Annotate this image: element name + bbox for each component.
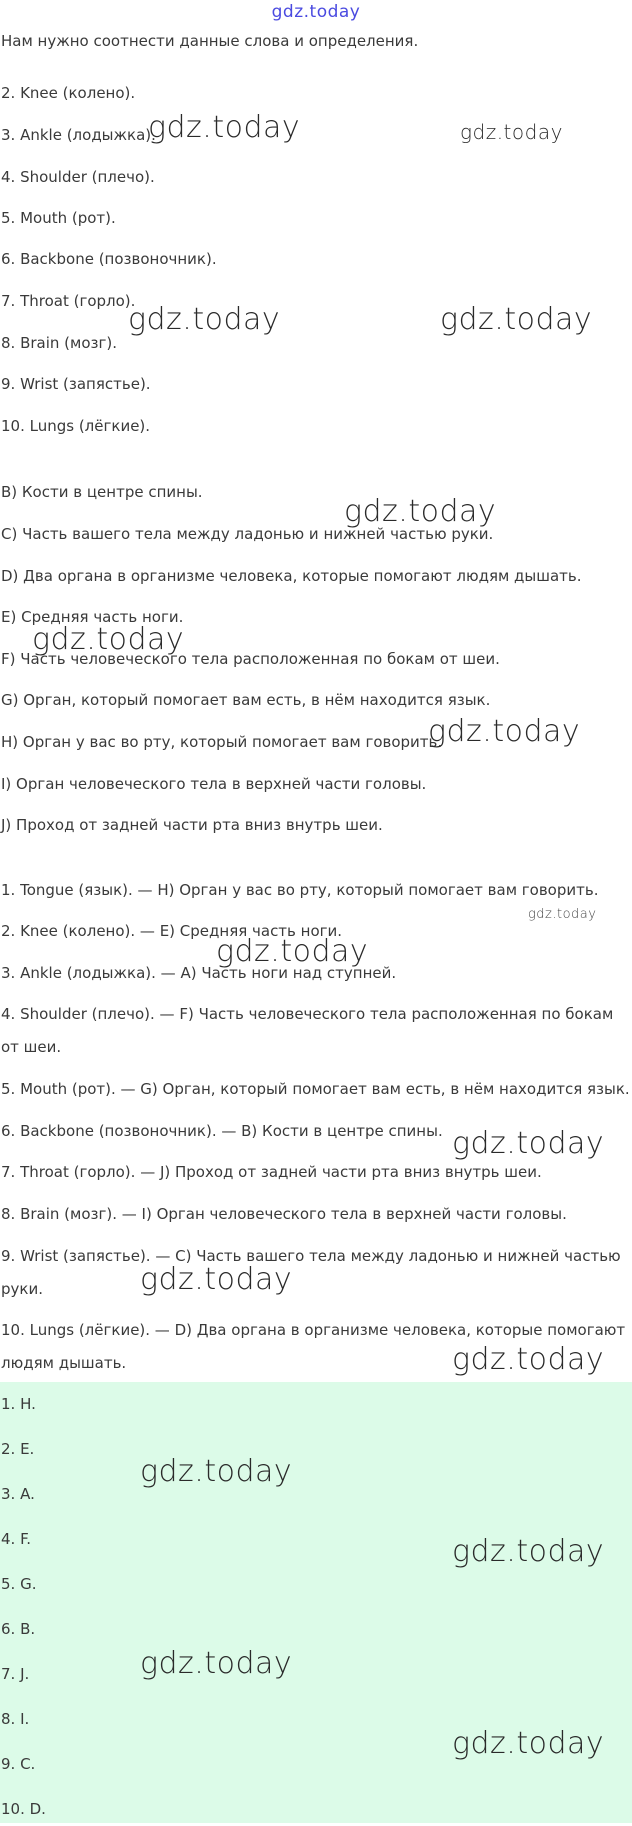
definition-item: E) Средняя часть ноги. [1,608,184,626]
definition-item: D) Два органа в организме человека, которые помогают людям дышать. [1,567,582,585]
match-item: 3. Ankle (лодыжка). — A) Часть ноги над ступней. [1,964,397,982]
watermark: gdz.today [140,1646,293,1681]
match-item: 7. Throat (горло). — J) Проход от задней части рта вниз внутрь шеи. [1,1163,542,1181]
watermark: gdz.today [344,494,497,529]
match-item: 1. Tongue (язык). — H) Орган у вас во рту, который помогает вам говорить. [1,881,599,899]
watermark: gdz.today [452,1726,605,1761]
match-item: 2. Knee (колено). — E) Средняя часть ноги. [1,922,343,940]
answer-item: 7. J. [1,1665,30,1683]
answer-item: 2. E. [1,1440,35,1458]
answer-item: 6. B. [1,1620,36,1638]
match-item: 5. Mouth (рот). — G) Орган, который помогает вам есть, в нём находится язык. [1,1080,630,1098]
watermark: gdz.today [528,907,597,922]
match-item: 8. Brain (мозг). — I) Орган человеческого тела в верхней части головы. [1,1205,567,1223]
word-item: 9. Wrist (запястье). [1,375,151,393]
match-item: 9. Wrist (запястье). — C) Часть вашего тела между ладонью и нижней частью руки. [1,1247,621,1298]
definition-item: C) Часть вашего тела между ладонью и нижней частью руки. [1,525,494,543]
watermark: gdz.today [32,622,185,657]
answer-item: 10. D. [1,1800,46,1818]
site-logo[interactable]: gdz.today [271,2,361,22]
watermark: gdz.today [148,110,301,145]
watermark: gdz.today [452,1534,605,1569]
watermark: gdz.today [452,1342,605,1377]
word-item: 5. Mouth (рот). [1,209,116,227]
answer-item: 5. G. [1,1575,37,1593]
watermark: gdz.today [140,1262,293,1297]
word-item: 10. Lungs (лёгкие). [1,417,151,435]
watermark: gdz.today [128,302,281,337]
watermark: gdz.today [440,302,593,337]
word-item: 3. Ankle (лодыжка). [1,126,156,144]
definition-item: I) Орган человеческого тела в верхней части головы. [1,775,427,793]
word-item: 7. Throat (горло). [1,292,136,310]
answer-item: 3. A. [1,1485,35,1503]
word-item: 6. Backbone (позвоночник). [1,250,217,268]
answer-item: 4. F. [1,1530,32,1548]
definition-item: B) Кости в центре спины. [1,483,203,501]
definition-item: J) Проход от задней части рта вниз внутрь шеи. [1,816,383,834]
answer-item: 8. I. [1,1710,30,1728]
word-item: 4. Shoulder (плечо). [1,168,155,186]
watermark: gdz.today [460,120,563,144]
answer-item: 9. C. [1,1755,36,1773]
watermark: gdz.today [428,714,581,749]
definition-item: G) Орган, который помогает вам есть, в нём находится язык. [1,691,491,709]
match-item: 6. Backbone (позвоночник). — B) Кости в центре спины. [1,1122,443,1140]
match-item: 10. Lungs (лёгкие). — D) Два органа в организме человека, которые помогают людям дышать. [1,1321,626,1372]
word-item: 2. Knee (колено). [1,84,136,102]
watermark: gdz.today [452,1126,605,1161]
match-item: 4. Shoulder (плечо). — F) Часть человеческого тела расположенная по бокам от шеи. [1,1005,614,1056]
intro-text: Нам нужно соотнести данные слова и определения. [1,32,419,50]
word-item: 8. Brain (мозг). [1,334,117,352]
watermark: gdz.today [216,934,369,969]
definition-item: F) Часть человеческого тела расположенная по бокам от шеи. [1,650,500,668]
definition-item: H) Орган у вас во рту, который помогает вам говорить. [1,733,443,751]
watermark: gdz.today [140,1454,293,1489]
answer-item: 1. H. [1,1395,36,1413]
